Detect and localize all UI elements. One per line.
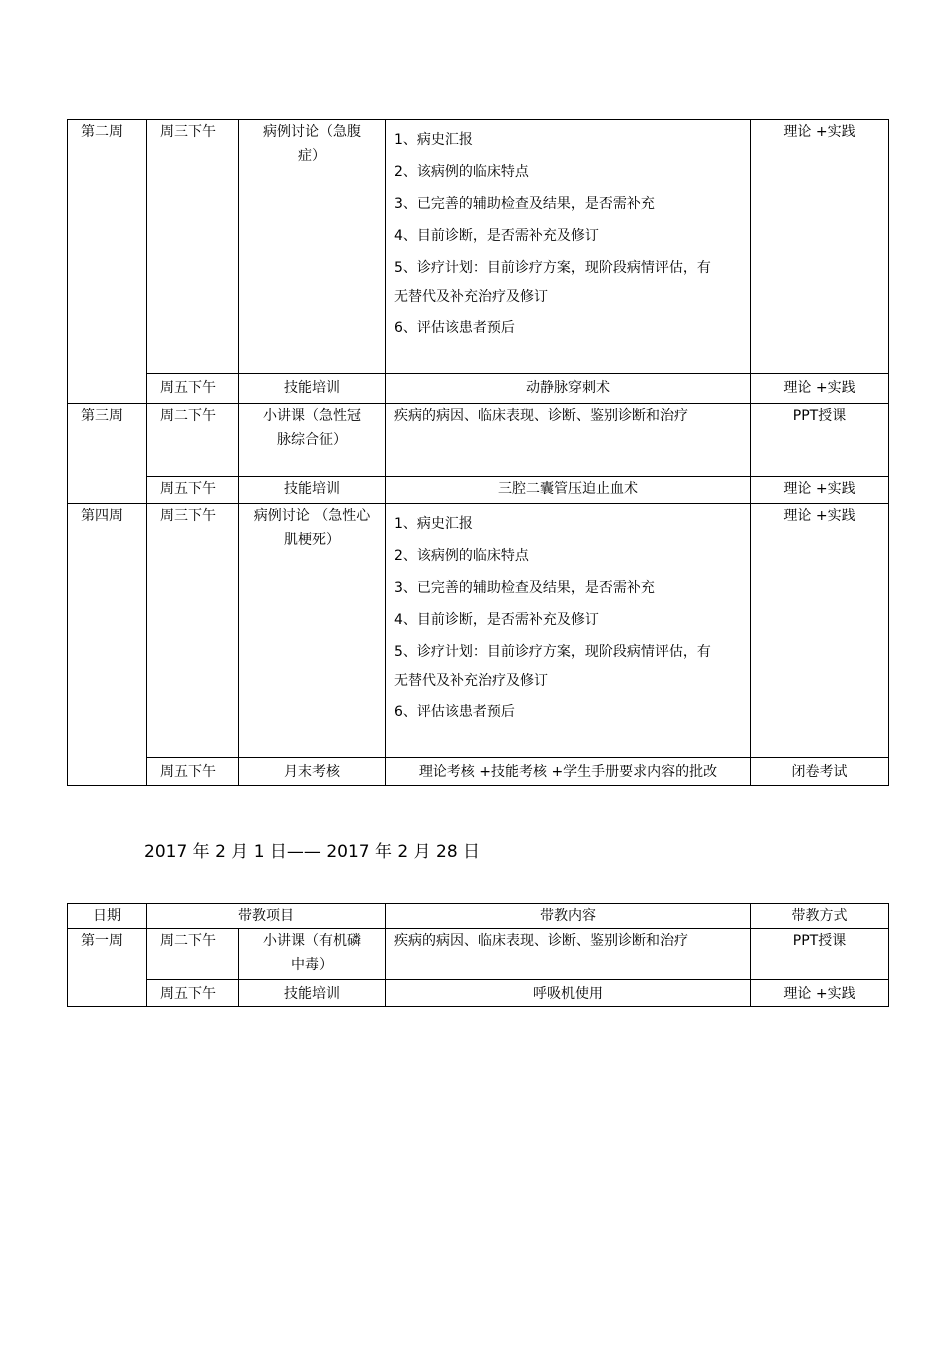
list-item: 4、目前诊断，是否需补充及修订: [394, 612, 599, 628]
day-cell: 周三下午: [147, 120, 239, 374]
method-cell: 理论 +实践: [751, 980, 889, 1007]
content-cell: [386, 120, 751, 374]
day-cell: 周二下午: [147, 929, 239, 980]
item-cell: 月末考核: [239, 758, 386, 786]
day-cell: 周二下午: [147, 404, 239, 477]
item-text: 小讲课（有机磷中毒）: [263, 933, 361, 973]
header-content: 带教内容: [386, 904, 751, 929]
method-cell: 理论 +实践: [751, 477, 889, 504]
date-range-heading: 2017 年 2 月 1 日—— 2017 年 2 月 28 日: [144, 842, 481, 862]
table-row: [68, 374, 889, 404]
table-row: [68, 404, 889, 477]
method-cell: PPT授课: [751, 404, 889, 477]
day-cell: 周五下午: [147, 758, 239, 786]
item-text: 病例讨论 （急性心肌梗死）: [253, 508, 371, 548]
item-cell: 技能培训: [239, 980, 386, 1007]
header-project: 带教项目: [147, 904, 386, 929]
item-cell: [239, 120, 386, 374]
content-cell: 动静脉穿刺术: [386, 374, 751, 404]
list-item: 3、已完善的辅助检查及结果，是否需补充: [394, 196, 655, 212]
method-cell: 理论 +实践: [751, 374, 889, 404]
table-row: [68, 980, 889, 1007]
table-header-row: [68, 904, 889, 929]
list-item: 6、评估该患者预后: [394, 320, 515, 336]
week-cell: 第三周: [68, 404, 147, 504]
list-item: 5、诊疗计划：目前诊疗方案，现阶段病情评估，有无替代及补充治疗及修订: [394, 260, 711, 305]
item-cell: [239, 504, 386, 758]
list-item: 4、目前诊断，是否需补充及修订: [394, 228, 599, 244]
schedule-table-1: [67, 119, 889, 786]
discussion-steps: [394, 504, 750, 728]
content-cell: 理论考核 +技能考核 +学生手册要求内容的批改: [386, 758, 751, 786]
list-item: 1、病史汇报: [394, 516, 473, 532]
header-date: 日期: [68, 904, 147, 929]
discussion-steps: [394, 120, 750, 344]
content-cell: 呼吸机使用: [386, 980, 751, 1007]
item-cell: [239, 404, 386, 477]
day-cell: 周五下午: [147, 374, 239, 404]
table-row: [68, 758, 889, 786]
table-row: [68, 477, 889, 504]
list-item: 3、已完善的辅助检查及结果，是否需补充: [394, 580, 655, 596]
week-cell: 第四周: [68, 504, 147, 786]
method-cell: 闭卷考试: [751, 758, 889, 786]
header-method: 带教方式: [751, 904, 889, 929]
method-cell: PPT授课: [751, 929, 889, 980]
list-item: 2、该病例的临床特点: [394, 548, 529, 564]
list-item: 1、病史汇报: [394, 132, 473, 148]
content-cell: [386, 504, 751, 758]
table-row: [68, 929, 889, 980]
list-item: 2、该病例的临床特点: [394, 164, 529, 180]
day-cell: 周五下午: [147, 477, 239, 504]
table-row: [68, 504, 889, 758]
table-row: [68, 120, 889, 374]
content-cell: 疾病的病因、临床表现、诊断、鉴别诊断和治疗: [386, 929, 751, 980]
method-cell: 理论 +实践: [751, 120, 889, 374]
schedule-table-2: [67, 903, 889, 1007]
day-cell: 周五下午: [147, 980, 239, 1007]
week-cell: 第二周: [68, 120, 147, 404]
list-item: 5、诊疗计划：目前诊疗方案，现阶段病情评估，有无替代及补充治疗及修订: [394, 644, 711, 689]
item-cell: 技能培训: [239, 477, 386, 504]
item-cell: 技能培训: [239, 374, 386, 404]
item-cell: [239, 929, 386, 980]
week-cell: 第一周: [68, 929, 147, 1007]
item-text: 病例讨论（急腹症）: [263, 124, 361, 164]
content-cell: 三腔二囊管压迫止血术: [386, 477, 751, 504]
item-text: 小讲课（急性冠脉综合征）: [263, 408, 361, 448]
method-cell: 理论 +实践: [751, 504, 889, 758]
list-item: 6、评估该患者预后: [394, 704, 515, 720]
content-cell: 疾病的病因、临床表现、诊断、鉴别诊断和治疗: [386, 404, 751, 477]
day-cell: 周三下午: [147, 504, 239, 758]
